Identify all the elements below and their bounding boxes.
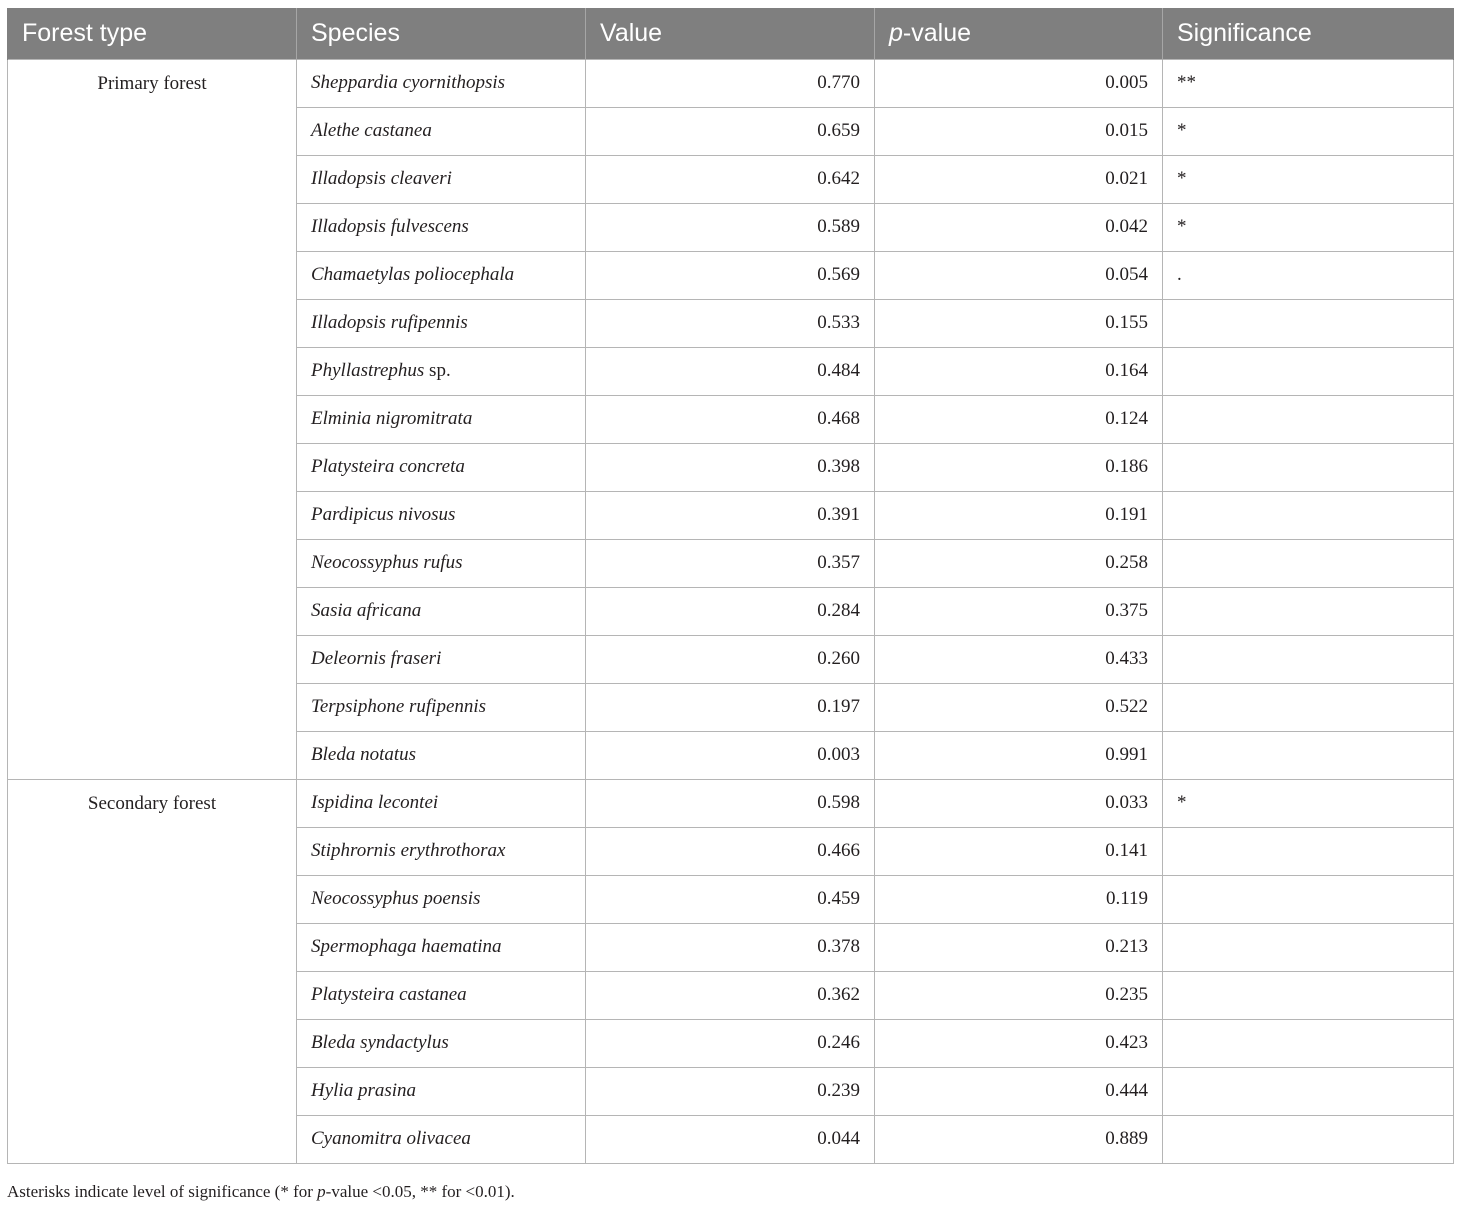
species-name: Platysteira castanea xyxy=(311,984,467,1005)
significance-cell xyxy=(1163,539,1454,587)
header-value: Value xyxy=(586,8,875,59)
header-species: Species xyxy=(297,8,586,59)
value-cell: 0.533 xyxy=(586,299,875,347)
species-cell xyxy=(297,443,586,491)
species-cell xyxy=(297,1019,586,1067)
significance-cell xyxy=(1163,875,1454,923)
significance-cell xyxy=(1163,1115,1454,1163)
species-name: Illadopsis cleaveri xyxy=(311,168,452,189)
species-name: Alethe castanea xyxy=(311,120,432,141)
value-cell: 0.284 xyxy=(586,587,875,635)
species-cell xyxy=(297,1115,586,1163)
significance-cell xyxy=(1163,587,1454,635)
p-value-cell: 0.889 xyxy=(875,1115,1163,1163)
value-cell: 0.362 xyxy=(586,971,875,1019)
species-cell xyxy=(297,1067,586,1115)
table-body xyxy=(8,59,1454,1163)
value-cell: 0.484 xyxy=(586,347,875,395)
species-cell xyxy=(297,155,586,203)
species-cell xyxy=(297,827,586,875)
species-cell xyxy=(297,635,586,683)
significance-cell: * xyxy=(1163,779,1454,827)
p-value-cell: 0.258 xyxy=(875,539,1163,587)
forest-type-cell: Secondary forest xyxy=(8,779,297,1163)
value-cell: 0.357 xyxy=(586,539,875,587)
header-p-value xyxy=(875,8,1163,59)
p-value-cell: 0.124 xyxy=(875,395,1163,443)
significance-cell xyxy=(1163,731,1454,779)
header-p-suffix: -value xyxy=(902,18,971,47)
significance-cell xyxy=(1163,347,1454,395)
species-cell xyxy=(297,107,586,155)
species-name: Phyllastrephus xyxy=(311,360,425,381)
value-cell: 0.659 xyxy=(586,107,875,155)
value-cell: 0.378 xyxy=(586,923,875,971)
header-p-italic: p xyxy=(889,18,903,47)
forest-type-cell: Primary forest xyxy=(8,59,297,779)
p-value-cell: 0.213 xyxy=(875,923,1163,971)
p-value-cell: 0.015 xyxy=(875,107,1163,155)
p-value-cell: 0.522 xyxy=(875,683,1163,731)
significance-cell: * xyxy=(1163,155,1454,203)
species-cell xyxy=(297,299,586,347)
species-cell xyxy=(297,923,586,971)
footnote-after: -value <0.05, ** for <0.01). xyxy=(325,1182,515,1201)
species-cell xyxy=(297,875,586,923)
value-cell: 0.391 xyxy=(586,491,875,539)
species-name: Sheppardia cyornithopsis xyxy=(311,72,506,93)
indicator-species-table xyxy=(7,8,1454,1164)
species-cell xyxy=(297,539,586,587)
value-cell: 0.589 xyxy=(586,203,875,251)
value-cell: 0.642 xyxy=(586,155,875,203)
table-row xyxy=(8,59,1454,107)
table-header xyxy=(8,8,1454,59)
significance-cell xyxy=(1163,1067,1454,1115)
significance-cell xyxy=(1163,635,1454,683)
species-cell xyxy=(297,491,586,539)
species-name: Neocossyphus rufus xyxy=(311,552,463,573)
significance-cell xyxy=(1163,491,1454,539)
p-value-cell: 0.991 xyxy=(875,731,1163,779)
value-cell: 0.466 xyxy=(586,827,875,875)
footnote-before: Asterisks indicate level of significance (* for xyxy=(7,1182,318,1201)
header-row xyxy=(8,8,1454,59)
value-cell: 0.003 xyxy=(586,731,875,779)
p-value-cell: 0.186 xyxy=(875,443,1163,491)
value-cell: 0.598 xyxy=(586,779,875,827)
species-name: Cyanomitra olivacea xyxy=(311,1128,471,1149)
species-cell xyxy=(297,347,586,395)
value-cell: 0.468 xyxy=(586,395,875,443)
significance-cell xyxy=(1163,443,1454,491)
species-name: Hylia prasina xyxy=(311,1080,417,1101)
table-row xyxy=(8,779,1454,827)
species-name: Platysteira concreta xyxy=(311,456,465,477)
p-value-cell: 0.155 xyxy=(875,299,1163,347)
species-name: Chamaetylas poliocephala xyxy=(311,264,515,285)
p-value-cell: 0.433 xyxy=(875,635,1163,683)
p-value-cell: 0.375 xyxy=(875,587,1163,635)
significance-cell: * xyxy=(1163,203,1454,251)
species-cell xyxy=(297,203,586,251)
species-name: Spermophaga haematina xyxy=(311,936,502,957)
species-qualifier: sp. xyxy=(424,360,451,381)
p-value-cell: 0.033 xyxy=(875,779,1163,827)
species-name: Pardipicus nivosus xyxy=(311,504,456,525)
species-cell xyxy=(297,251,586,299)
header-significance: Significance xyxy=(1163,8,1454,59)
species-name: Stiphrornis erythrothorax xyxy=(311,840,506,861)
species-cell xyxy=(297,971,586,1019)
p-value-cell: 0.042 xyxy=(875,203,1163,251)
species-cell xyxy=(297,683,586,731)
significance-cell: . xyxy=(1163,251,1454,299)
value-cell: 0.239 xyxy=(586,1067,875,1115)
species-name: Neocossyphus poensis xyxy=(311,888,481,909)
significance-cell xyxy=(1163,1019,1454,1067)
species-cell xyxy=(297,395,586,443)
species-name: Deleornis fraseri xyxy=(311,648,442,669)
header-forest-type: Forest type xyxy=(8,8,297,59)
value-cell: 0.770 xyxy=(586,59,875,107)
significance-cell: ** xyxy=(1163,59,1454,107)
species-name: Bleda syndactylus xyxy=(311,1032,449,1053)
species-name: Terpsiphone rufipennis xyxy=(311,696,487,717)
value-cell: 0.044 xyxy=(586,1115,875,1163)
species-name: Sasia africana xyxy=(311,600,422,621)
footnote xyxy=(7,1182,515,1202)
value-cell: 0.459 xyxy=(586,875,875,923)
p-value-cell: 0.235 xyxy=(875,971,1163,1019)
value-cell: 0.569 xyxy=(586,251,875,299)
p-value-cell: 0.119 xyxy=(875,875,1163,923)
significance-cell xyxy=(1163,395,1454,443)
species-name: Illadopsis rufipennis xyxy=(311,312,468,333)
p-value-cell: 0.005 xyxy=(875,59,1163,107)
value-cell: 0.260 xyxy=(586,635,875,683)
significance-cell xyxy=(1163,923,1454,971)
significance-cell: * xyxy=(1163,107,1454,155)
p-value-cell: 0.423 xyxy=(875,1019,1163,1067)
p-value-cell: 0.054 xyxy=(875,251,1163,299)
significance-cell xyxy=(1163,971,1454,1019)
p-value-cell: 0.021 xyxy=(875,155,1163,203)
species-name: Elminia nigromitrata xyxy=(311,408,473,429)
p-value-cell: 0.164 xyxy=(875,347,1163,395)
species-cell xyxy=(297,779,586,827)
footnote-p-italic: p xyxy=(317,1182,326,1201)
species-name: Illadopsis fulvescens xyxy=(311,216,469,237)
species-name: Bleda notatus xyxy=(311,744,417,765)
p-value-cell: 0.191 xyxy=(875,491,1163,539)
p-value-cell: 0.444 xyxy=(875,1067,1163,1115)
value-cell: 0.246 xyxy=(586,1019,875,1067)
significance-cell xyxy=(1163,827,1454,875)
species-cell xyxy=(297,731,586,779)
species-name: Ispidina lecontei xyxy=(311,792,439,813)
value-cell: 0.197 xyxy=(586,683,875,731)
p-value-cell: 0.141 xyxy=(875,827,1163,875)
indicator-species-table-wrapper xyxy=(7,8,1453,1164)
value-cell: 0.398 xyxy=(586,443,875,491)
significance-cell xyxy=(1163,299,1454,347)
significance-cell xyxy=(1163,683,1454,731)
species-cell xyxy=(297,59,586,107)
species-cell xyxy=(297,587,586,635)
